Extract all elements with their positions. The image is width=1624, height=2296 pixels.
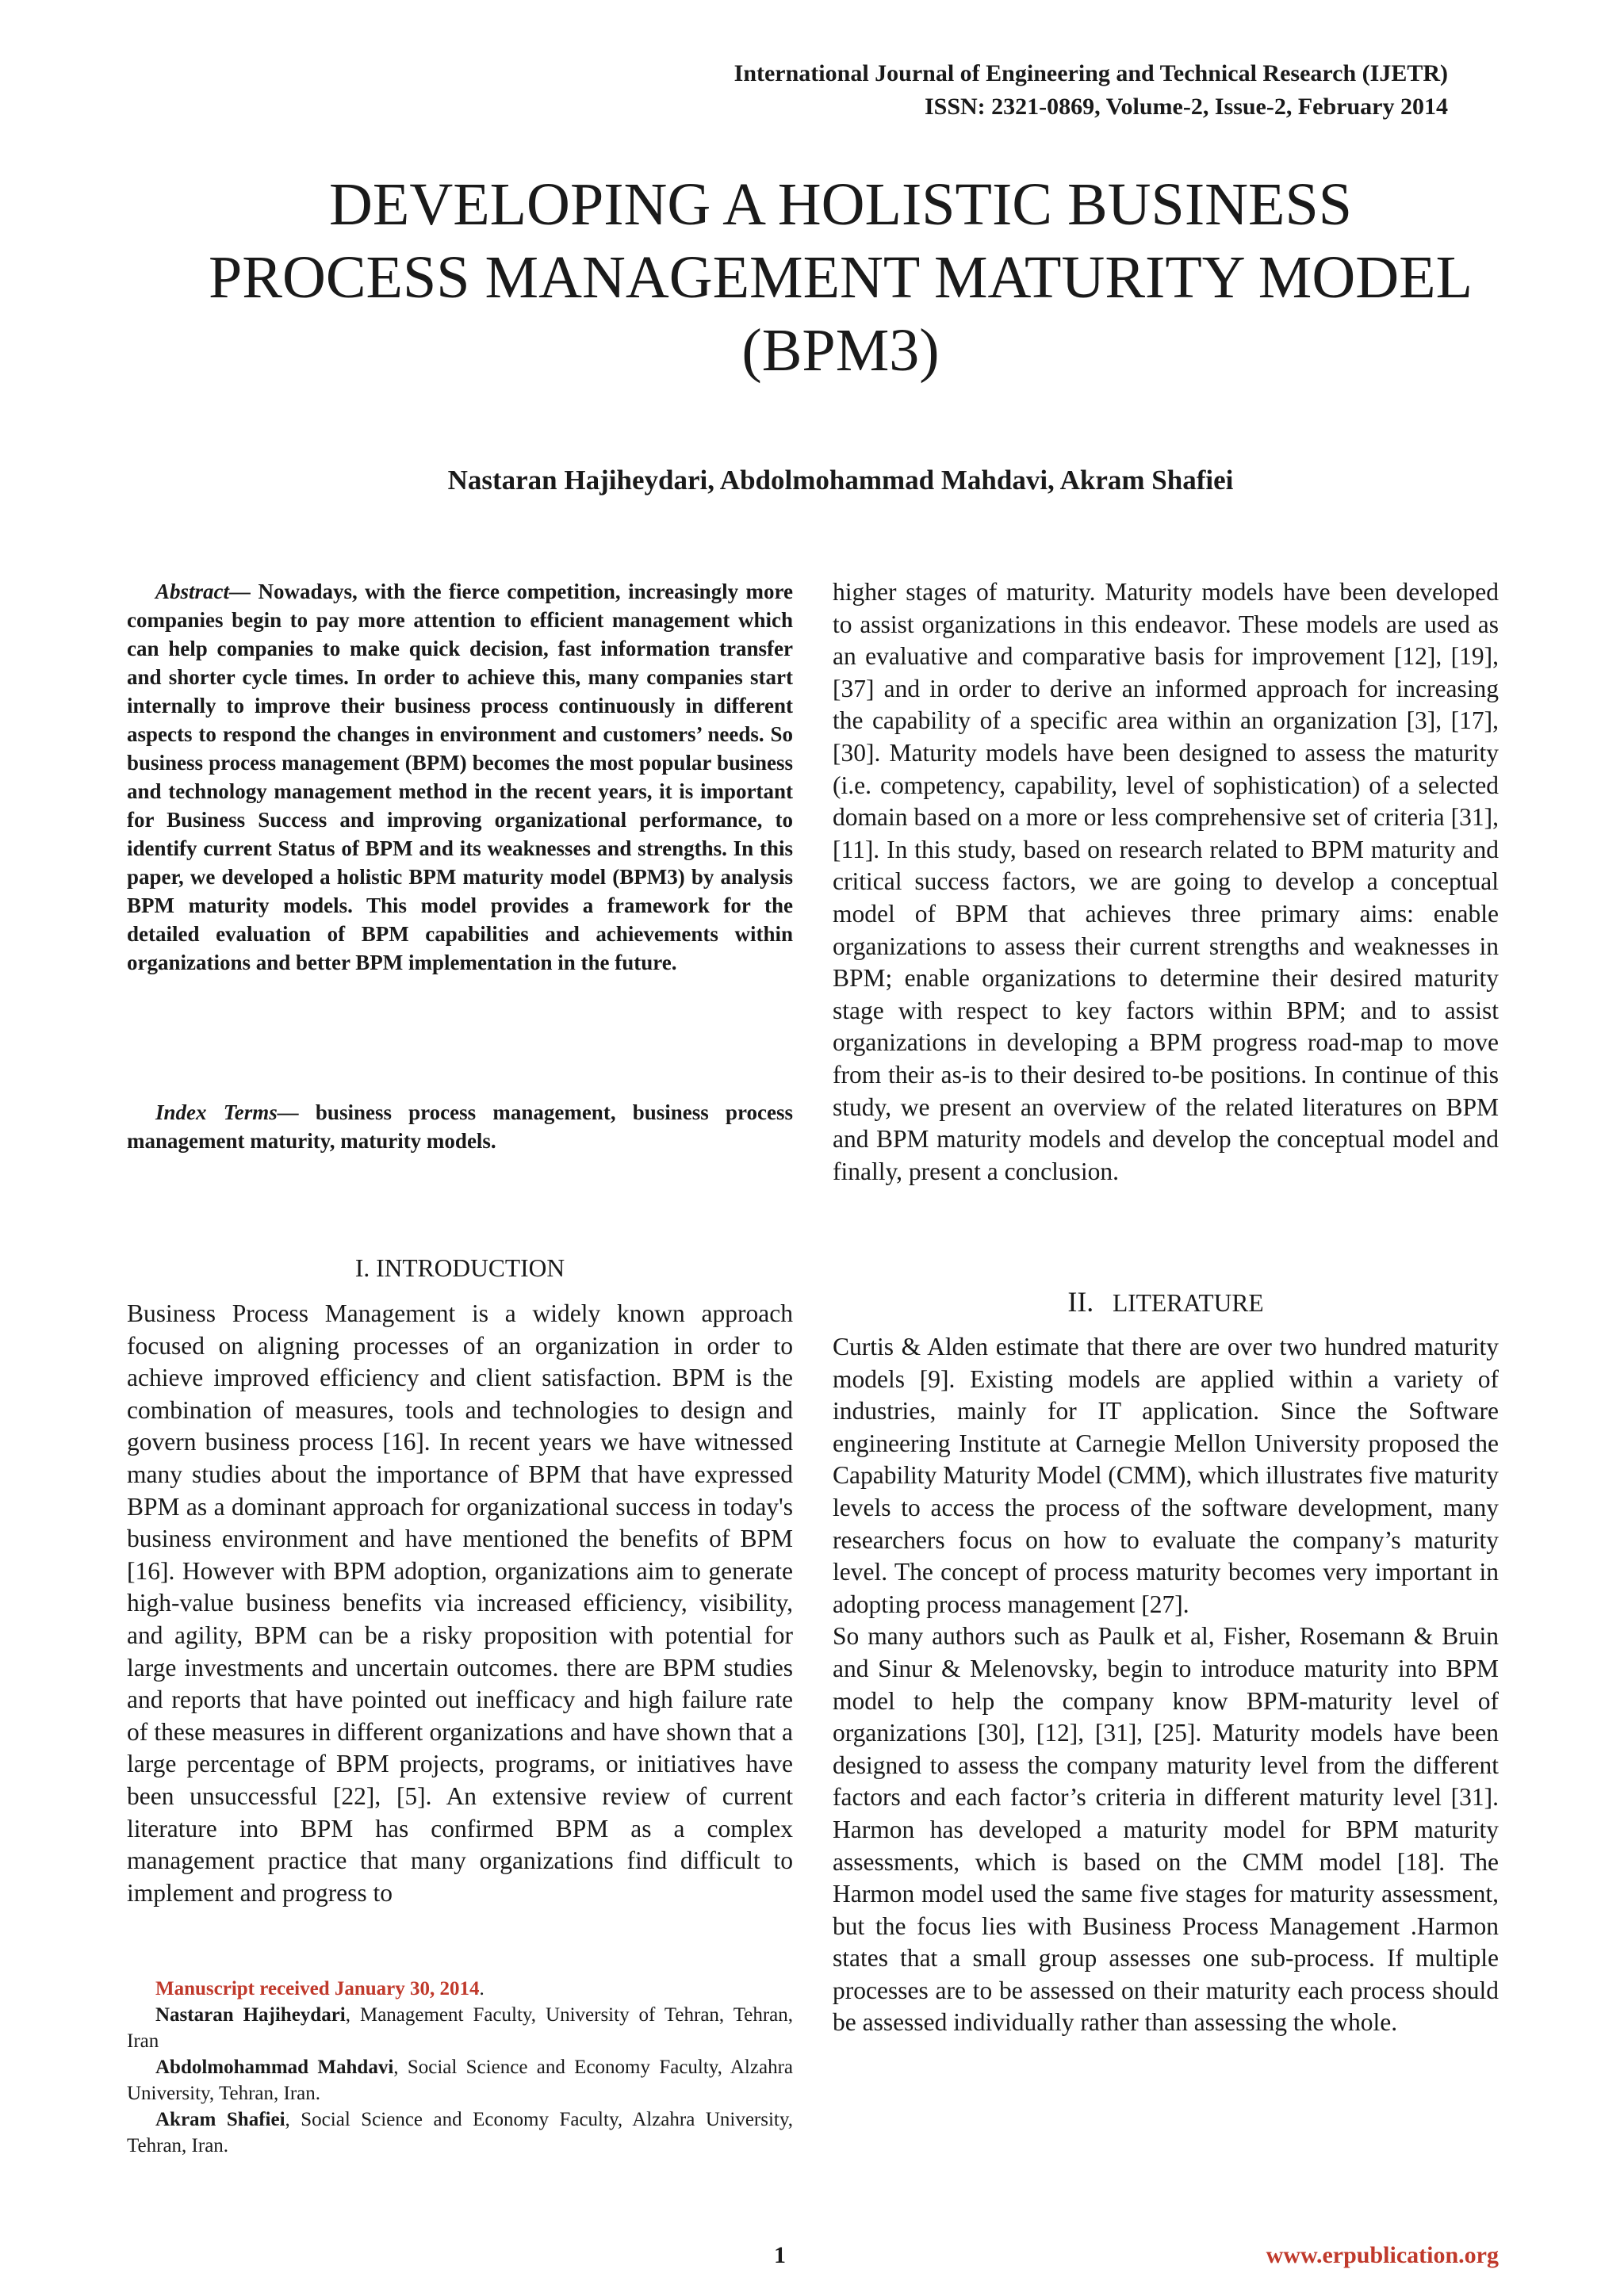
- introduction-text: Business Process Management is a widely known approach focused on aligning processes of an organization in order to achieve improved efficiency and client satisfaction. BPM is the combination of measures, tools and technologies to design and govern business process [16]. In recent years we have witnessed many studies about the importance of BPM that have expressed BPM as a dominant approach for organizational success in today's business environment and have mentioned the benefits of BPM [16]. However with BPM adoption, organizations aim to generate high-value business benefits via increased efficiency, visibility, and agility, BPM can be a risky proposition with potential for large investments and uncertain outcomes. there are BPM studies and reports that have pointed out inefficacy and high failure rate of these measures in different organizations and have shown that a large percentage of BPM projects, programs, or initiatives have been unsuccessful [22], [5]. An extensive review of current literature into BPM has confirmed BPM as a complex management practice that many organizations find difficult to implement and progress to: [127, 1299, 793, 1907]
- literature-paragraph: Curtis & Alden estimate that there are over two hundred maturity models [9]. Existing models are applied within a variety of industries, mainly for IT application. Since the Software engineering Institute at Carnegie Mellon University proposed the Capability Maturity Model (CMM), which illustrates five maturity levels to access the process of the software development, many researchers focus on how to evaluate the company’s maturity level. The concept of process maturity becomes very important in adopting process management [27].: [833, 1333, 1499, 1618]
- author-footnote: Akram Shafiei, Social Science and Economy Faculty, Alzahra University, Tehran, Iran.: [127, 2109, 793, 2156]
- section-title: LITERATURE: [1112, 1289, 1264, 1317]
- section-heading-literature: [833, 1285, 1499, 1318]
- title-line: (BPM3): [741, 317, 940, 384]
- index-terms-label: Index Terms—: [155, 1100, 299, 1124]
- author-footnote: Abdolmohammad Mahdavi, Social Science and Economy Faculty, Alzahra University, Tehran, Iran.: [127, 2057, 793, 2104]
- footnotes: [127, 1976, 793, 2159]
- journal-name: International Journal of Engineering and Technical Research (IJETR): [733, 60, 1448, 86]
- page-number: 1: [774, 2242, 786, 2268]
- journal-issn: ISSN: 2321-0869, Volume-2, Issue-2, February 2014: [924, 94, 1448, 120]
- journal-header: [734, 57, 1448, 124]
- literature-text: [833, 1331, 1499, 2039]
- title-line: DEVELOPING A HOLISTIC BUSINESS: [329, 171, 1352, 238]
- right-column-intro-continuation: higher stages of maturity. Maturity models have been developed to assist organizations in this endeavor. These models are used as an evaluative and comparative basis for improvement [12], [19], [37] and in order to derive an informed approach for increasing the capability of a specific area within an organization [3], [17], [30]. Maturity models have been designed to assess the maturity (i.e. competency, capability, level of sophistication) of a selected domain based on a more or less comprehensive set of criteria [31], [11]. In this study, based on research related to BPM maturity and critical success factors, we are going to develop a conceptual model of BPM that achieves three primary aims: enable organizations to assess their current strengths and weaknesses in BPM; enable organizations to determine their desired maturity stage with respect to key factors within BPM; and to assist organizations in developing a BPM progress road-map to move from their as-is to their desired to-be positions. In continue of this study, we present an overview of the related literatures on BPM and BPM maturity models and develop the conceptual model and finally, present a conclusion.: [833, 578, 1499, 1185]
- abstract: [127, 577, 793, 977]
- abstract-text: Nowadays, with the fierce competition, increasingly more companies begin to pay more attention to efficient management which can help companies to make quick decision, fast information transfer and shorter cycle times. In order to achieve this, many companies start internally to improve their business process continuously in different aspects to respond the changes in environment and customers’ needs. So business process management (BPM) becomes the most popular business and technology management method in the recent years, it is important for Business Success and improving organizational performance, to identify current Status of BPM and its weaknesses and strengths. In this paper, we developed a holistic BPM maturity model (BPM3) by analysis BPM maturity models. This model provides a framework for the detailed evaluation of BPM capabilities and achievements within organizations and better BPM implementation in the future.: [127, 580, 793, 974]
- author-list: Nastaran Hajiheydari, Abdolmohammad Mahdavi, Akram Shafiei: [447, 465, 1234, 496]
- manuscript-received: Manuscript received January 30, 2014.: [155, 1978, 485, 1999]
- publisher-website: www.erpublication.org: [1266, 2242, 1499, 2268]
- index-terms-text: business process management, business process management maturity, maturity models.: [127, 1100, 793, 1153]
- literature-paragraph: So many authors such as Paulk et al, Fisher, Rosemann & Bruin and Sinur & Melenovsky, begin to introduce maturity into BPM model to help the company know BPM-maturity level of organizations [30], [12], [31], [25]. Maturity models have been designed to assess the company maturity level from the different factors and each factor’s criteria in different maturity level [31]. Harmon has developed a maturity model for BPM maturity assessments, which is based on the CMM model [18]. The Harmon model used the same five stages for maturity assessment, but the focus lies with Business Process Management .Harmon states that a small group assesses one sub-process. If multiple processes are to be assessed on their maturity each process should be assessed individually rather than assessing the whole.: [833, 1622, 1499, 2037]
- section-number: II.: [1067, 1286, 1094, 1318]
- author-footnote: Nastaran Hajiheydari, Management Faculty, University of Tehran, Tehran, Iran: [127, 2004, 793, 2052]
- section-heading-introduction: I. INTRODUCTION: [354, 1254, 565, 1282]
- abstract-label: Abstract—: [155, 580, 251, 603]
- title-line: PROCESS MANAGEMENT MATURITY MODEL: [209, 244, 1473, 311]
- paper-title: [127, 168, 1554, 387]
- index-terms: [127, 1098, 793, 1155]
